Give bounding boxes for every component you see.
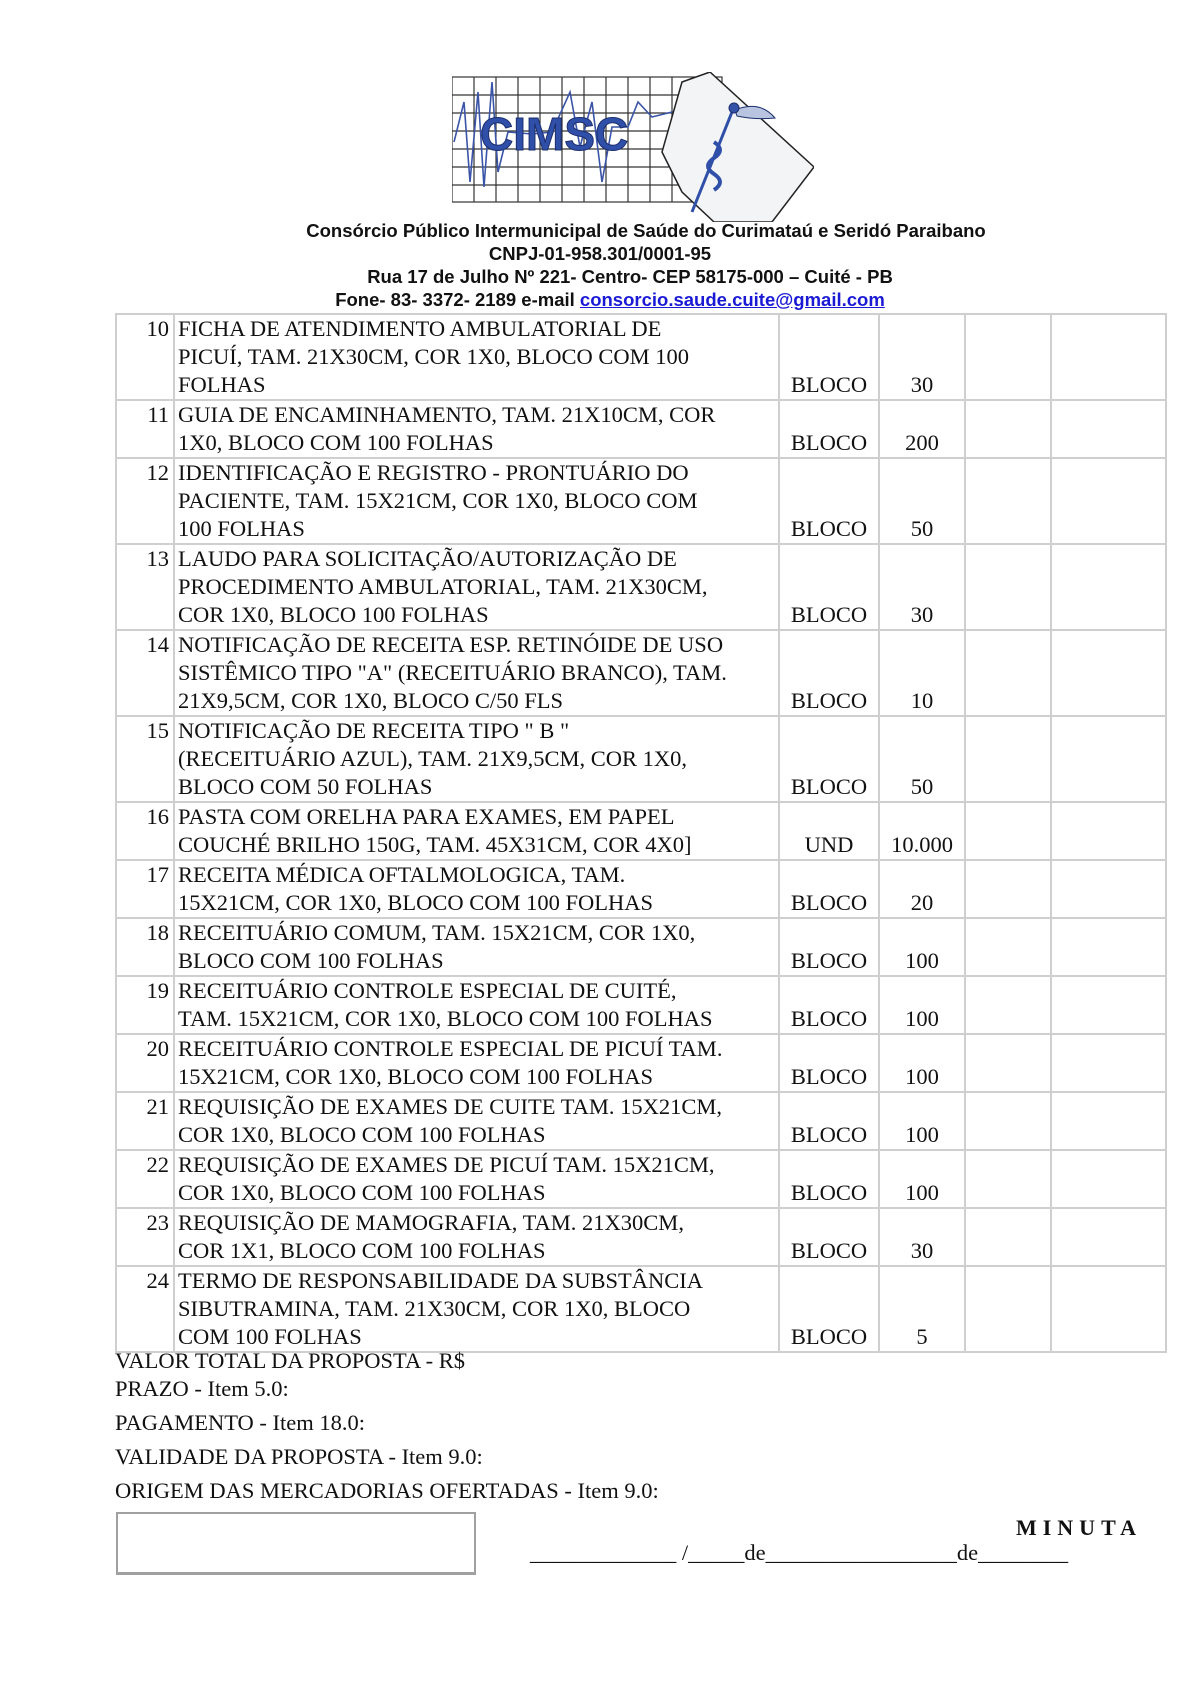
- item-number: 16: [116, 802, 174, 860]
- description-line: COR 1X0, BLOCO COM 100 FOLHAS: [178, 1122, 546, 1147]
- unit-price-cell: [965, 860, 1051, 918]
- unit-price-cell: [965, 1208, 1051, 1266]
- description-line: LAUDO PARA SOLICITAÇÃO/AUTORIZAÇÃO DE: [178, 546, 677, 571]
- total-price-cell: [1051, 802, 1166, 860]
- item-description: [174, 976, 779, 1034]
- item-number: 17: [116, 860, 174, 918]
- description-line: RECEITUÁRIO CONTROLE ESPECIAL DE PICUÍ TAM.: [178, 1036, 723, 1061]
- unit-price-cell: [965, 630, 1051, 716]
- unit-price-cell: [965, 1034, 1051, 1092]
- item-description: [174, 918, 779, 976]
- unit-price-cell: [965, 918, 1051, 976]
- item-quantity: 30: [879, 1208, 965, 1266]
- total-price-cell: [1051, 1208, 1166, 1266]
- total-price-cell: [1051, 860, 1166, 918]
- description-line: COR 1X1, BLOCO COM 100 FOLHAS: [178, 1238, 546, 1263]
- total-price-cell: [1051, 458, 1166, 544]
- item-description: [174, 1208, 779, 1266]
- item-number: 12: [116, 458, 174, 544]
- table-row: [116, 458, 1166, 544]
- description-line: FOLHAS: [178, 372, 266, 397]
- item-quantity: 10: [879, 630, 965, 716]
- item-unit: BLOCO: [779, 1208, 879, 1266]
- item-quantity: 10.000: [879, 802, 965, 860]
- table-row: [116, 716, 1166, 802]
- item-description: [174, 1150, 779, 1208]
- unit-price-cell: [965, 716, 1051, 802]
- item-quantity: 20: [879, 860, 965, 918]
- description-line: PASTA COM ORELHA PARA EXAMES, EM PAPEL: [178, 804, 675, 829]
- description-line: REQUISIÇÃO DE EXAMES DE PICUÍ TAM. 15X21CM,: [178, 1152, 715, 1177]
- description-line: COR 1X0, BLOCO COM 100 FOLHAS: [178, 1180, 546, 1205]
- item-unit: BLOCO: [779, 1150, 879, 1208]
- description-line: BLOCO COM 100 FOLHAS: [178, 948, 444, 973]
- total-price-cell: [1051, 1266, 1166, 1352]
- unit-price-cell: [965, 1150, 1051, 1208]
- item-description: [174, 1034, 779, 1092]
- item-description: [174, 544, 779, 630]
- item-number: 22: [116, 1150, 174, 1208]
- item-number: 21: [116, 1092, 174, 1150]
- item-unit: UND: [779, 802, 879, 860]
- total-value-label: VALOR TOTAL DA PROPOSTA - R$: [115, 1348, 466, 1373]
- description-line: 15X21CM, COR 1X0, BLOCO COM 100 FOLHAS: [178, 890, 654, 915]
- origem-label: ORIGEM DAS MERCADORIAS OFERTADAS - Item 9.0:: [115, 1478, 659, 1503]
- total-price-cell: [1051, 314, 1166, 400]
- minuta-label: MINUTA: [1015, 1515, 1142, 1540]
- item-description: [174, 458, 779, 544]
- description-line: RECEITA MÉDICA OFTALMOLOGICA, TAM.: [178, 862, 626, 887]
- item-number: 18: [116, 918, 174, 976]
- description-line: SIBUTRAMINA, TAM. 21X30CM, COR 1X0, BLOCO: [178, 1296, 691, 1321]
- total-price-cell: [1051, 630, 1166, 716]
- item-unit: BLOCO: [779, 400, 879, 458]
- description-line: 21X9,5CM, COR 1X0, BLOCO C/50 FLS: [178, 688, 564, 713]
- unit-price-cell: [965, 400, 1051, 458]
- table-row: [116, 976, 1166, 1034]
- item-quantity: 50: [879, 716, 965, 802]
- logo-text: CIMSC: [480, 108, 629, 160]
- item-number: 14: [116, 630, 174, 716]
- item-unit: BLOCO: [779, 860, 879, 918]
- description-line: 100 FOLHAS: [178, 516, 305, 541]
- description-line: PROCEDIMENTO AMBULATORIAL, TAM. 21X30CM,: [178, 574, 708, 599]
- description-line: REQUISIÇÃO DE EXAMES DE CUITE TAM. 15X21CM,: [178, 1094, 723, 1119]
- description-line: NOTIFICAÇÃO DE RECEITA ESP. RETINÓIDE DE USO: [178, 632, 724, 657]
- item-number: 19: [116, 976, 174, 1034]
- item-description: [174, 860, 779, 918]
- description-line: (RECEITUÁRIO AZUL), TAM. 21X9,5CM, COR 1X0,: [178, 746, 688, 771]
- description-line: PICUÍ, TAM. 21X30CM, COR 1X0, BLOCO COM 100: [178, 344, 689, 369]
- item-quantity: 30: [879, 314, 965, 400]
- table-row: [116, 918, 1166, 976]
- item-quantity: 100: [879, 976, 965, 1034]
- description-line: COR 1X0, BLOCO 100 FOLHAS: [178, 602, 489, 627]
- table-row: [116, 1266, 1166, 1352]
- item-unit: BLOCO: [779, 918, 879, 976]
- item-description: [174, 716, 779, 802]
- item-description: [174, 630, 779, 716]
- total-price-cell: [1051, 400, 1166, 458]
- org-name: Consórcio Público Intermunicipal de Saúde do Curimataú e Seridó Paraibano: [306, 220, 986, 241]
- item-number: 23: [116, 1208, 174, 1266]
- item-description: [174, 314, 779, 400]
- item-number: 11: [116, 400, 174, 458]
- cimsc-logo: [452, 72, 814, 222]
- item-number: 24: [116, 1266, 174, 1352]
- total-price-cell: [1051, 918, 1166, 976]
- date-signature-line: _____________ /_____de_________________de________: [530, 1540, 1069, 1565]
- unit-price-cell: [965, 1266, 1051, 1352]
- email-link[interactable]: consorcio.saude.cuite@gmail.com: [579, 289, 885, 310]
- description-line: COUCHÉ BRILHO 150G, TAM. 45X31CM, COR 4X0]: [178, 832, 692, 857]
- item-unit: BLOCO: [779, 976, 879, 1034]
- total-price-cell: [1051, 716, 1166, 802]
- table-row: [116, 400, 1166, 458]
- description-line: BLOCO COM 50 FOLHAS: [178, 774, 433, 799]
- item-description: [174, 1092, 779, 1150]
- description-line: SISTÊMICO TIPO "A" (RECEITUÁRIO BRANCO), TAM.: [178, 660, 727, 685]
- unit-price-cell: [965, 458, 1051, 544]
- org-contact: [10, 288, 1200, 311]
- item-quantity: 5: [879, 1266, 965, 1352]
- item-quantity: 200: [879, 400, 965, 458]
- description-line: 1X0, BLOCO COM 100 FOLHAS: [178, 430, 494, 455]
- description-line: GUIA DE ENCAMINHAMENTO, TAM. 21X10CM, COR: [178, 402, 716, 427]
- table-row: [116, 1208, 1166, 1266]
- item-description: [174, 1266, 779, 1352]
- total-price-cell: [1051, 976, 1166, 1034]
- item-unit: BLOCO: [779, 716, 879, 802]
- item-unit: BLOCO: [779, 1034, 879, 1092]
- description-line: REQUISIÇÃO DE MAMOGRAFIA, TAM. 21X30CM,: [178, 1210, 684, 1235]
- description-line: RECEITUÁRIO COMUM, TAM. 15X21CM, COR 1X0,: [178, 920, 696, 945]
- description-line: NOTIFICAÇÃO DE RECEITA TIPO " B ": [178, 718, 570, 743]
- table-row: [116, 544, 1166, 630]
- unit-price-cell: [965, 802, 1051, 860]
- items-table: [115, 313, 1167, 1353]
- item-description: [174, 400, 779, 458]
- table-row: [116, 860, 1166, 918]
- table-row: [116, 802, 1166, 860]
- unit-price-cell: [965, 1092, 1051, 1150]
- description-line: COM 100 FOLHAS: [178, 1324, 362, 1349]
- item-unit: BLOCO: [779, 458, 879, 544]
- ecg-grid-caduceus-icon: [452, 72, 814, 222]
- item-unit: BLOCO: [779, 544, 879, 630]
- total-price-cell: [1051, 1034, 1166, 1092]
- description-line: 15X21CM, COR 1X0, BLOCO COM 100 FOLHAS: [178, 1064, 654, 1089]
- unit-price-cell: [965, 314, 1051, 400]
- total-price-cell: [1051, 1092, 1166, 1150]
- table-row: [116, 314, 1166, 400]
- total-price-cell: [1051, 1150, 1166, 1208]
- item-quantity: 100: [879, 1092, 965, 1150]
- table-row: [116, 1150, 1166, 1208]
- item-quantity: 50: [879, 458, 965, 544]
- org-address: Rua 17 de Julho Nº 221- Centro- CEP 58175-000 – Cuité - PB: [367, 266, 893, 287]
- item-quantity: 100: [879, 1150, 965, 1208]
- prazo-label: PRAZO - Item 5.0:: [115, 1376, 289, 1401]
- description-line: TERMO DE RESPONSABILIDADE DA SUBSTÂNCIA: [178, 1268, 704, 1293]
- item-number: 13: [116, 544, 174, 630]
- description-line: PACIENTE, TAM. 15X21CM, COR 1X0, BLOCO COM: [178, 488, 698, 513]
- item-unit: BLOCO: [779, 630, 879, 716]
- unit-price-cell: [965, 976, 1051, 1034]
- stamp-box: [116, 1512, 476, 1575]
- validade-label: VALIDADE DA PROPOSTA - Item 9.0:: [115, 1444, 483, 1469]
- phone-label: Fone- 83- 3372- 2189 e-mail: [335, 289, 580, 310]
- table-row: [116, 630, 1166, 716]
- item-quantity: 100: [879, 1034, 965, 1092]
- item-number: 15: [116, 716, 174, 802]
- table-row: [116, 1034, 1166, 1092]
- item-quantity: 30: [879, 544, 965, 630]
- org-cnpj: CNPJ-01-958.301/0001-95: [488, 243, 712, 264]
- item-quantity: 100: [879, 918, 965, 976]
- table-row: [116, 1092, 1166, 1150]
- description-line: RECEITUÁRIO CONTROLE ESPECIAL DE CUITÉ,: [178, 978, 677, 1003]
- item-unit: BLOCO: [779, 314, 879, 400]
- total-price-cell: [1051, 544, 1166, 630]
- unit-price-cell: [965, 544, 1051, 630]
- description-line: FICHA DE ATENDIMENTO AMBULATORIAL DE: [178, 316, 662, 341]
- item-number: 20: [116, 1034, 174, 1092]
- item-number: 10: [116, 314, 174, 400]
- pagamento-label: PAGAMENTO - Item 18.0:: [115, 1410, 366, 1435]
- item-unit: BLOCO: [779, 1092, 879, 1150]
- item-unit: BLOCO: [779, 1266, 879, 1352]
- item-description: [174, 802, 779, 860]
- description-line: TAM. 15X21CM, COR 1X0, BLOCO COM 100 FOLHAS: [178, 1006, 713, 1031]
- description-line: IDENTIFICAÇÃO E REGISTRO - PRONTUÁRIO DO: [178, 460, 689, 485]
